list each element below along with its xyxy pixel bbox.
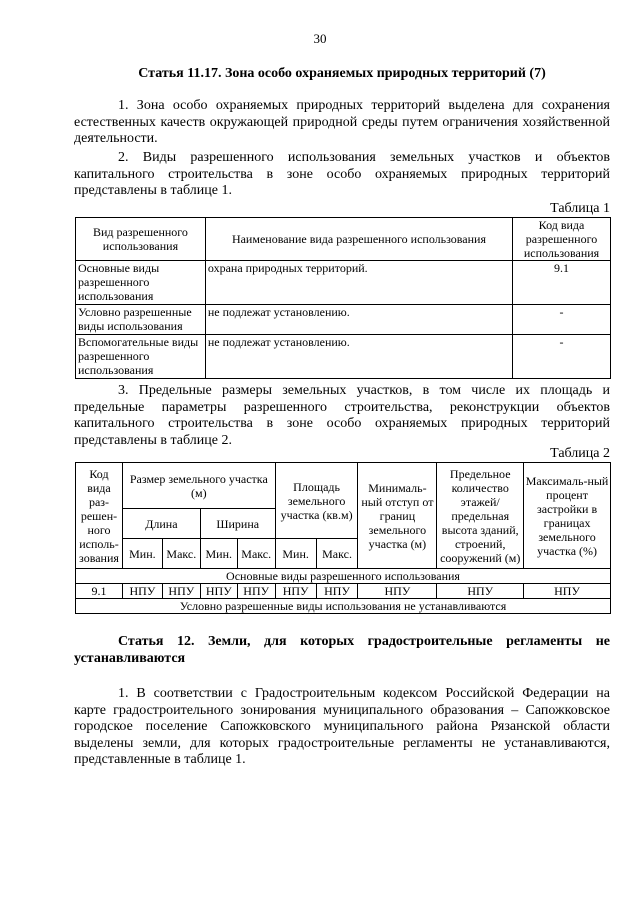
- table-cell: НПУ: [524, 584, 611, 599]
- table-header: Максималь-ный процент застройки в границах земельного участка (%): [524, 463, 611, 569]
- table-header: Вид разрешенного использования: [76, 218, 206, 261]
- table-header: Минималь-ный отступ от границ земельного участка (м): [358, 463, 437, 569]
- article-12-paragraph-1: 1. В соответствии с Градостроительным кодексом Российской Федерации на карте градостроительного зонирования муниципального образования – Сапожковское городское поселение Сапожковского муниципального района Рязанской области выделены земли, для которых градостроительные регламенты не устанавливаются, представленные в таблице 1.: [74, 686, 610, 767]
- table-row: [76, 584, 611, 599]
- table-header: Мин.: [200, 539, 237, 569]
- article-11-17-paragraph-1: 1. Зона особо охраняемых природных территорий выделена для сохранения естественных качеств окружающей природной среды путем ограничения хозяйственной деятельности.: [74, 98, 610, 146]
- article-11-17-paragraph-3: 3. Предельные размеры земельных участков, в том числе их площадь и предельные параметры разрешенного строительства, реконструкции объектов капитального строительства в зоне особо охраняемых природных территорий представлены в таблице 2.: [74, 383, 610, 448]
- table-header: Предельное количество этажей/ предельная высота зданий, строений, сооружений (м): [437, 463, 524, 569]
- table-header: Размер земельного участка (м): [122, 463, 275, 509]
- table-2-caption: Таблица 2: [550, 446, 610, 461]
- table-cell: 9.1: [513, 261, 611, 305]
- table-header: Макс.: [162, 539, 200, 569]
- table-1-caption: Таблица 1: [550, 201, 610, 216]
- table-2: [75, 462, 611, 614]
- table-header-row: [76, 463, 611, 509]
- table-cell: Вспомогательные виды разрешенного использования: [76, 335, 206, 379]
- table-cell: НПУ: [316, 584, 358, 599]
- table-cell: Условно разрешенные виды использования: [76, 305, 206, 335]
- page-number: 30: [313, 31, 327, 46]
- table-header: Мин.: [275, 539, 316, 569]
- table-row: [76, 305, 611, 335]
- table-header: Площадь земельного участка (кв.м): [275, 463, 358, 539]
- table-section-row: [76, 569, 611, 584]
- article-11-17-paragraph-2: 2. Виды разрешенного использования земельных участков и объектов капитального строительства в зоне особо охраняемых природных территорий представлены в таблице 1.: [74, 150, 610, 198]
- table-row: [76, 335, 611, 379]
- table-cell: -: [513, 305, 611, 335]
- table-cell: не подлежат установлению.: [205, 305, 512, 335]
- table-cell: охрана природных территорий.: [205, 261, 512, 305]
- table-cell: НПУ: [200, 584, 237, 599]
- table-cell: Основные виды разрешенного использования: [76, 261, 206, 305]
- table-row: [76, 261, 611, 305]
- table-cell: НПУ: [237, 584, 275, 599]
- table-header: Код вида раз-решен-ного исполь-зования: [76, 463, 123, 569]
- article-12-title: Статья 12. Земли, для которых градостроительные регламенты не устанавливаются: [74, 634, 610, 666]
- article-11-17-title: Статья 11.17. Зона особо охраняемых природных территорий (7): [138, 66, 546, 81]
- table-section-label: Основные виды разрешенного использования: [76, 569, 611, 584]
- table-cell: НПУ: [162, 584, 200, 599]
- table-section-label: Условно разрешенные виды использования не устанавливаются: [76, 599, 611, 614]
- table-header: Код вида разрешенного использования: [513, 218, 611, 261]
- table-cell: 9.1: [76, 584, 123, 599]
- table-1: [75, 217, 611, 379]
- table-cell: НПУ: [275, 584, 316, 599]
- table-header-row: [76, 218, 611, 261]
- table-section-row: [76, 599, 611, 614]
- table-cell: НПУ: [122, 584, 162, 599]
- table-header: Макс.: [237, 539, 275, 569]
- table-header: Длина: [122, 509, 200, 539]
- table-header: Макс.: [316, 539, 358, 569]
- table-cell: НПУ: [358, 584, 437, 599]
- table-header: Наименование вида разрешенного использования: [205, 218, 512, 261]
- table-header: Ширина: [200, 509, 275, 539]
- table-header: Мин.: [122, 539, 162, 569]
- table-cell: не подлежат установлению.: [205, 335, 512, 379]
- table-cell: НПУ: [437, 584, 524, 599]
- table-cell: -: [513, 335, 611, 379]
